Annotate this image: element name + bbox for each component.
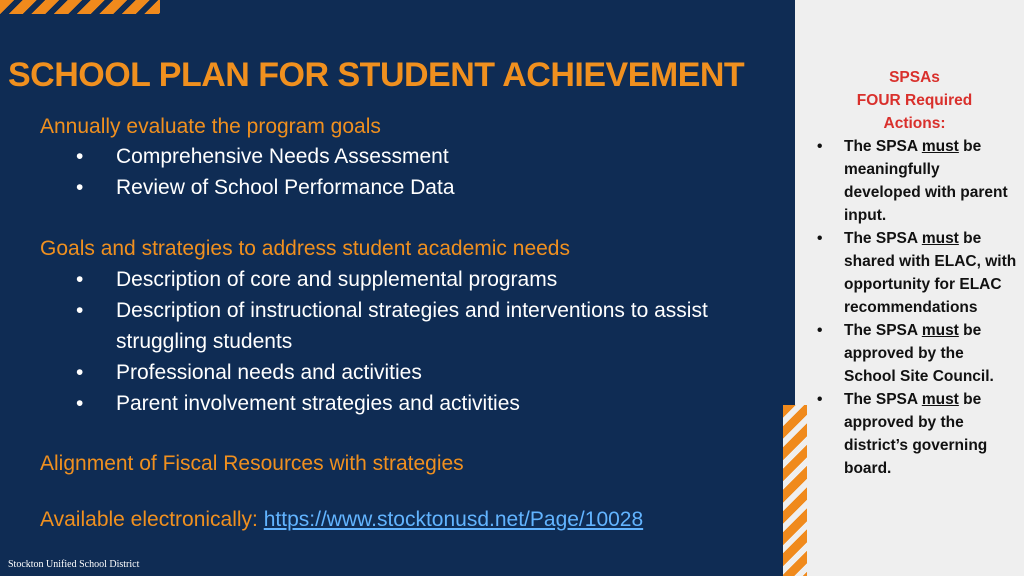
hazard-stripes-top — [0, 0, 160, 14]
side-heading-actions: Actions: — [883, 115, 946, 132]
list-item: • The SPSA must be shared with ELAC, with opportunity for ELAC recommendations — [817, 230, 1017, 316]
section-heading-fiscal-resources: Alignment of Fiscal Resources with strategies — [40, 452, 464, 475]
side-heading-required: FOUR Required — [856, 92, 973, 109]
available-electronically — [40, 508, 643, 532]
list-item: • The SPSA must be approved by the School Site Council. — [817, 322, 994, 385]
list-item: • Parent involvement strategies and activities — [76, 392, 520, 415]
goals-strategies-list — [76, 264, 756, 419]
list-item: • Description of instructional strategies and interventions to assist struggling students — [76, 299, 708, 353]
list-item: • Review of School Performance Data — [76, 176, 455, 199]
list-item: • Professional needs and activities — [76, 361, 422, 384]
section-heading-goals-strategies: Goals and strategies to address student academic needs — [40, 237, 570, 260]
list-item: • Comprehensive Needs Assessment — [76, 145, 449, 168]
side-heading-spsas: SPSAs — [889, 69, 940, 86]
hazard-stripes-side — [783, 405, 807, 576]
list-item: • The SPSA must be meaningfully developed with parent input. — [817, 138, 1008, 224]
footer-district-name: Stockton Unified School District — [8, 559, 140, 570]
page-title: SCHOOL PLAN FOR STUDENT ACHIEVEMENT — [8, 56, 745, 94]
required-actions-list — [812, 135, 1017, 480]
program-goals-list — [76, 141, 455, 203]
section-heading-program-goals: Annually evaluate the program goals — [40, 115, 381, 138]
spsa-page-link[interactable]: https://www.stocktonusd.net/Page/10028 — [263, 508, 644, 531]
list-item: • Description of core and supplemental programs — [76, 268, 558, 291]
available-label: Available electronically: — [40, 508, 258, 531]
list-item: • The SPSA must be approved by the district’s governing board. — [817, 391, 988, 477]
spsa-actions-box — [812, 66, 1017, 480]
